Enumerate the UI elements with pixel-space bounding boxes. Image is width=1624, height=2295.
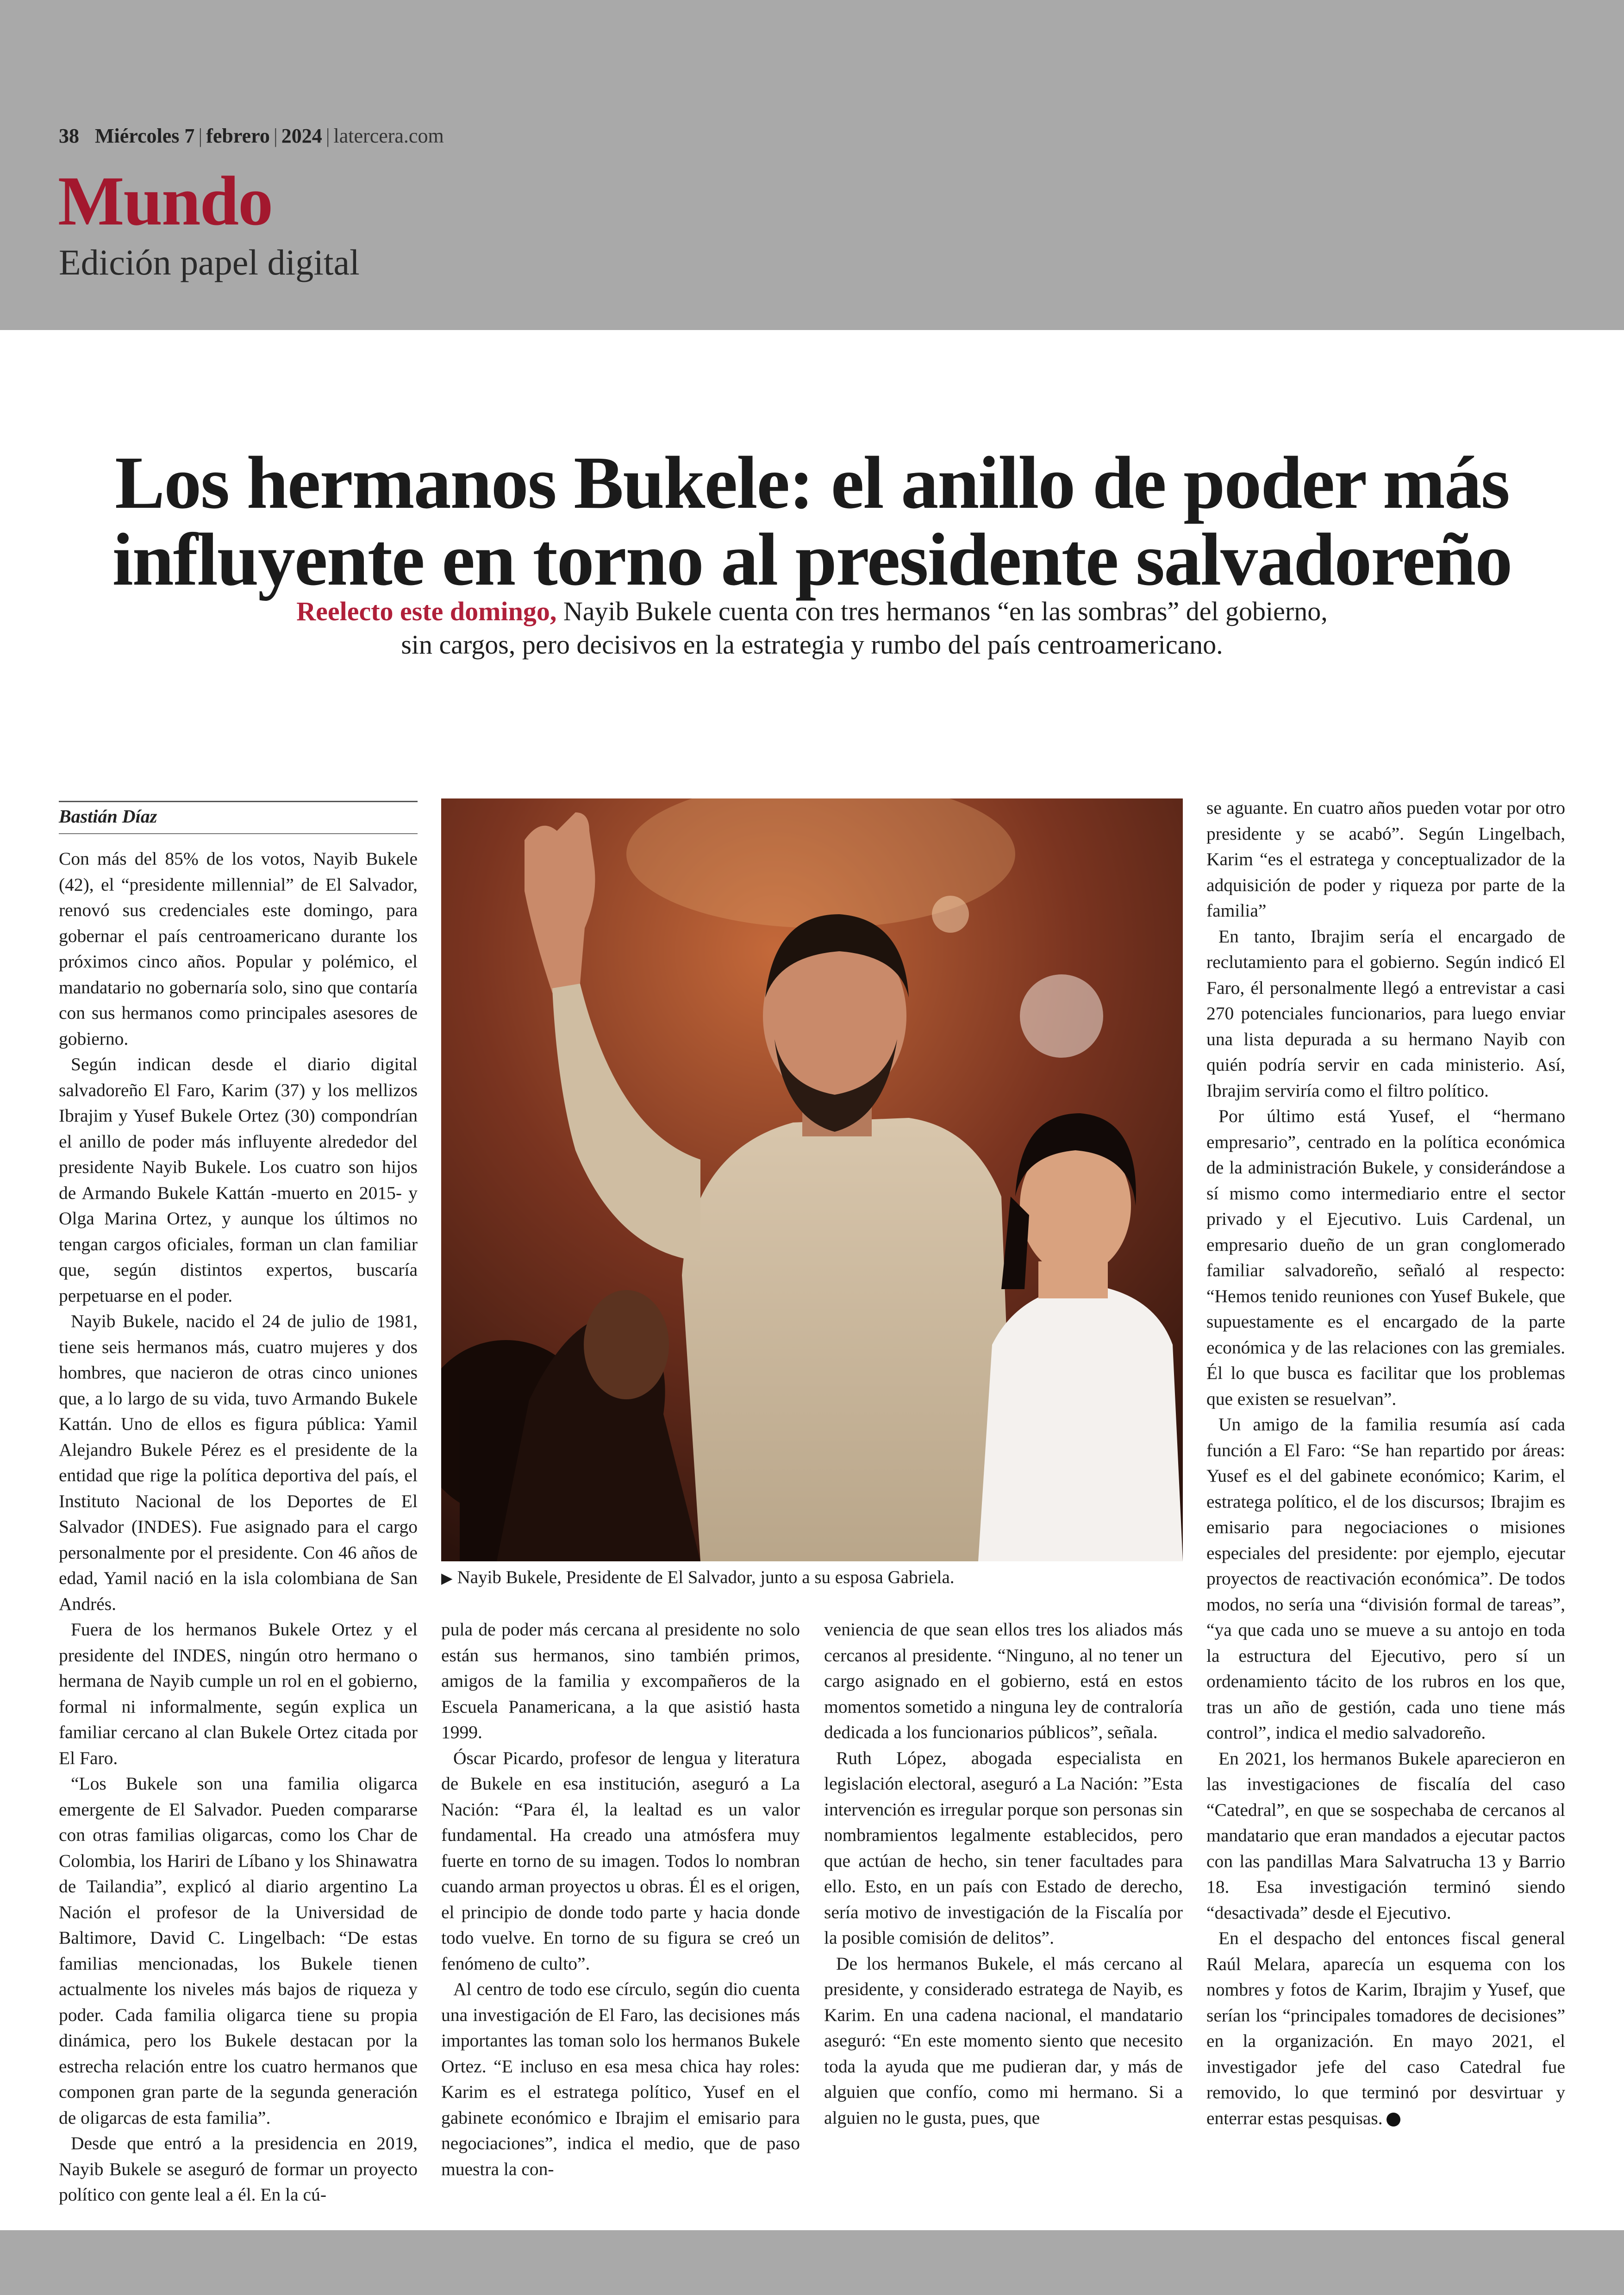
photo-caption <box>441 1567 1183 1588</box>
article-column-1 <box>59 846 418 2208</box>
article-column-4 <box>1206 795 1565 2131</box>
article-headline <box>28 441 1596 601</box>
paragraph: “Los Bukele son una familia oligarca emergente de El Salvador. Pueden compararse con otras familias oligarcas, como los Char de Colombia, los Hariri de Líbano y los Shinawatra de Tailandia”, explicó al diario argentino La Nación el profesor de la Universidad de Baltimore, David C. Lingelbach: “De estas familias mencionadas, los Bukele tienen actualmente los niveles más bajos de riqueza y poder. Cada familia oligarca tiene su propia dinámica, pero los Bukele destacan por la estrecha relación entre los cuatro hermanos que componen gran parte de la segunda generación de oligarcas de esta familia”. <box>59 1773 418 2128</box>
paragraph: Por último está Yusef, el “hermano empresario”, centrado en la política económica de la administración Bukele, y considerándose a sí mismo como intermediario entre el sector privado y el Ejecutivo. Luis Cardenal, un empresario dueño de un gran conglomerado familiar salvadoreño, señaló al respecto: “Hemos tenido reuniones con Yusef Bukele, que supuestamente es el encargado de la parte económica y de las relaciones con las gremiales. Él lo que busca es facilitar que los problemas que existen se resuelvan”. <box>1206 1106 1565 1409</box>
end-of-article-icon <box>1387 2113 1400 2127</box>
dateline-separator: | <box>325 125 330 147</box>
byline-rule <box>59 801 418 802</box>
caption-text: Nayib Bukele, Presidente de El Salvador, junto a su esposa Gabriela. <box>457 1567 955 1587</box>
paragraph: Nayib Bukele, nacido el 24 de julio de 1981, tiene seis hermanos más, cuatro mujeres y dos hombres, que nacieron de otras cinco uniones que, a lo largo de su vida, tuvo Armando Bukele Kattán. Uno de ellos es figura pública: Yamil Alejandro Bukele Pérez es el presidente de la entidad que rige la política deportiva del país, el Instituto Nacional de los Deportes de El Salvador (INDES). Fue asignado para el cargo personalmente por el presidente. Con 46 años de edad, Yamil nació en la isla colombiana de San Andrés. <box>59 1311 418 1614</box>
page-number: 38 <box>59 125 79 147</box>
byline-rule <box>59 833 418 834</box>
paragraph: pula de poder más cercana al presidente no solo están sus hermanos, sino también primos, amigos de la familia y excompañeros de la Escuela Panamericana, a la que asistió hasta 1999. <box>441 1619 800 1742</box>
byline: Bastián Díaz <box>59 806 157 827</box>
dateline-separator: | <box>273 125 278 147</box>
paragraph: En tanto, Ibrajim sería el encargado de reclutamiento para el gobierno. Según indicó El Faro, él personalmente llegó a entrevistar a casi 270 potenciales funcionarios, para luego enviar una lista depurada a su hermano Nayib con quién podría servir en cada ministerio. Así, Ibrajim serviría como el filtro político. <box>1206 926 1565 1101</box>
deck-lead: Reelecto este domingo, <box>296 596 557 626</box>
article-column-2 <box>441 1617 800 2182</box>
footer-band <box>0 2230 1624 2295</box>
dateline-separator: | <box>198 125 203 147</box>
paragraph: veniencia de que sean ellos tres los aliados más cercanos al presidente. “Ninguno, al no tener un cargo asignado en el gobierno, está en estos momentos sometido a ninguna ley de contraloría dedicada a los funcionarios públicos”, señala. <box>824 1619 1183 1742</box>
headline-line: Los hermanos Bukele: el anillo de poder más <box>115 441 1509 524</box>
edition-label: Edición papel digital <box>59 242 360 282</box>
caption-arrow-icon: ▶ <box>441 1570 453 1586</box>
deck-text: sin cargos, pero decisivos en la estrategia y rumbo del país centroamericano. <box>401 630 1223 660</box>
article-column-3 <box>824 1617 1183 2131</box>
paragraph: De los hermanos Bukele, el más cercano al presidente, y considerado estratega de Nayib, es Karim. En una cadena nacional, el mandatario aseguró: “En este momento siento que necesito toda la ayuda que me pudieran dar, y más de alguien que confío, como mi hermano. Si a alguien no le gusta, pues, que <box>824 1953 1183 2128</box>
paragraph: Con más del 85% de los votos, Nayib Bukele (42), el “presidente millennial” de El Salvador, renovó sus credenciales este domingo, para gobernar el país centroamericano durante los próximos cinco años. Popular y polémico, el mandatario no gobernaría solo, sino que contaría con sus hermanos como principales asesores de gobierno. <box>59 848 418 1049</box>
paragraph: se aguante. En cuatro años pueden votar por otro presidente y se acabó”. Según Lingelbach, Karim “es el estratega y conceptualizador de la adquisición de poder y riqueza por parte de la familia” <box>1206 798 1565 921</box>
deck-text: Nayib Bukele cuenta con tres hermanos “en las sombras” del gobierno, <box>556 596 1328 626</box>
website-link[interactable]: latercera.com <box>333 125 444 147</box>
paragraph: Desde que entró a la presidencia en 2019, Nayib Bukele se aseguró de formar un proyecto político con gente leal a él. En la cú- <box>59 2133 418 2205</box>
dateline <box>59 124 444 148</box>
paragraph: Según indican desde el diario digital salvadoreño El Faro, Karim (37) y los mellizos Ibrajim y Yusef Bukele Ortez (30) compondrían el anillo de poder más influyente alrededor del presidente Nayib Bukele. Los cuatro son hijos de Armando Bukele Kattán -muerto en 2015- y Olga Marina Ortez, y aunque los últimos no tengan cargos oficiales, forman un clan familiar que, según distintos expertos, buscaría perpetuarse en el poder. <box>59 1054 418 1306</box>
paragraph: Un amigo de la familia resumía así cada función a El Faro: “Se han repartido por áreas: Yusef es el del gabinete económico; Karim, el estratega político, el de los discursos; Ibrajim es emisario para negociaciones o misiones especiales del presidente: por ejemplo, ejecutar proyectos de reactivación económica”. De todos modos, no sería una “división formal de tareas”, “ya que cada uno se mueve a su antojo en toda la estructura del Ejecutivo, pero sí un ordenamiento tácito de los rubros en los que, tras un año de gestión, cada uno tiene más control”, indica el medio salvadoreño. <box>1206 1414 1565 1743</box>
article-deck <box>139 595 1485 661</box>
paragraph <box>1206 1926 1565 2131</box>
article-photo <box>441 798 1183 1561</box>
paragraph: Fuera de los hermanos Bukele Ortez y el presidente del INDES, ningún otro hermano o hermana de Nayib cumple un rol en el gobierno, formal ni informalmente, según explica un familiar cercano al clan Bukele Ortez citada por El Faro. <box>59 1619 418 1768</box>
date-year: 2024 <box>281 125 322 147</box>
date-weekday-day: Miércoles 7 <box>95 125 195 147</box>
paragraph: En 2021, los hermanos Bukele aparecieron en las investigaciones de fiscalía del caso “Catedral”, en que se sospechaba de cercanos al mandatario que eran mandados a ejecutar pactos con las pandillas Mara Salvatrucha 13 y Barrio 18. Esa investigación terminó siendo “desactivada” desde el Ejecutivo. <box>1206 1748 1565 1923</box>
paragraph: Ruth López, abogada especialista en legislación electoral, aseguró a La Nación: ”Esta intervención es irregular porque son personas sin nombramientos legalmente establecidos, pero que actúan de hecho, sin tener facultades para ello. Esto, en un país con Estado de derecho, sería motivo de investigación de la Fiscalía por la posible comisión de delitos”. <box>824 1747 1183 1948</box>
paragraph: Al centro de todo ese círculo, según dio cuenta una investigación de El Faro, las decisiones más importantes las toman solo los hermanos Bukele Ortez. “E incluso en esa mesa chica hay roles: Karim es el estratega político, Yusef en el gabinete económico e Ibrajim el emisario para negociaciones”, indica el medio, que de paso muestra la con- <box>441 1979 800 2179</box>
section-title: Mundo <box>58 162 273 240</box>
paragraph: Óscar Picardo, profesor de lengua y literatura de Bukele en esa institución, aseguró a La Nación: “Para él, la lealtad es un valor fundamental. Ha creado una atmósfera muy fuerte en torno de su imagen. Todos lo nombran cuando arman proyectos u obras. Él es el origen, el principio de donde todo parte y hacia donde todo vuelve. En torno de su figura se creó un fenómeno de culto”. <box>441 1747 800 1974</box>
date-month: febrero <box>206 125 270 147</box>
paragraph-text: En el despacho del entonces fiscal general Raúl Melara, aparecía un esquema con los nombres y fotos de Karim, Ibrajim y Yusef, que serían los “principales tomadores de decisiones” en la organización. En mayo 2021, el investigador jefe del caso Catedral fue removido, lo que terminó por desvirtuar y enterrar estas pesquisas. <box>1206 1928 1565 2128</box>
headline-line: influyente en torno al presidente salvadoreño <box>112 518 1512 601</box>
photo-illustration <box>441 798 1183 1561</box>
